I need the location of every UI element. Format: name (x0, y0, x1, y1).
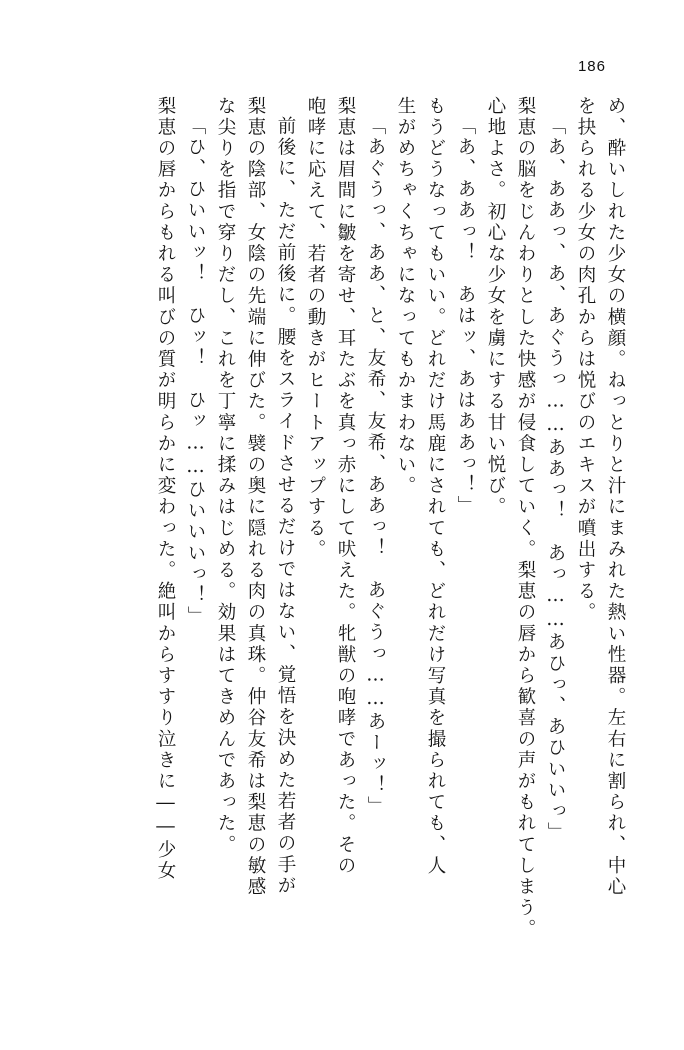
text-line: 梨恵の脳をじんわりとした快感が侵食していく。梨恵の唇から歓喜の声がもれてしまう。 (515, 96, 536, 940)
text-line: 咆哮に応えて、若者の動きがヒートアップする。 (305, 96, 326, 561)
text-line: め、酔いしれた少女の横顔。ねっとりと汁にまみれた熱い性器。左右に割られ、中心 (605, 96, 626, 898)
text-line: 「ひ、ひいいッ！ ひッ！ ひッ……ひいいいっ！」 (185, 116, 206, 628)
text-line: 梨恵の陰部、女陰の先端に伸びた。襞の奥に隠れる肉の真珠。仲谷友希は梨恵の敏感 (245, 96, 266, 898)
text-line: 生がめちゃくちゃになってもかまわない。 (395, 96, 416, 497)
text-line: 梨恵は眉間に皺を寄せ、耳たぶを真っ赤にして吠えた。牝獣の咆哮であった。その (335, 96, 356, 877)
text-line: 「あ、ああっ！ あはッ、あはああっ！」 (455, 116, 476, 517)
text-line: 「あ、ああっ、あ、あぐうっ……ああっ！ あっ……あひっ、あひいいっ」 (545, 116, 566, 844)
text-line: 「あぐうっ、ああ、と、友希、友希、ああっ！ あぐうっ……あーッ！」 (365, 116, 386, 818)
text-line: 心地よさ。初心な少女を虜にする甘い悦び。 (485, 96, 506, 518)
text-line: 梨恵の唇からもれる叫びの質が明らかに変わった。絶叫からすすり泣きに――少女 (155, 96, 176, 882)
vertical-text-body (52, 96, 624, 976)
text-line: な尖りを指で穿りだし、これを丁寧に揉みはじめる。効果はてきめんであった。 (215, 96, 236, 856)
page-number: 186 (577, 58, 606, 75)
text-line: もうどうなってもいい。どれだけ馬鹿にされても、どれだけ写真を撮られても、人 (425, 96, 446, 877)
text-line: を抉られる少女の肉孔からは悦びのエキスが噴出する。 (575, 96, 596, 624)
text-line: 前後に、ただ前後に。腰をスライドさせるだけではない、覚悟を決めた若者の手が (275, 116, 296, 897)
